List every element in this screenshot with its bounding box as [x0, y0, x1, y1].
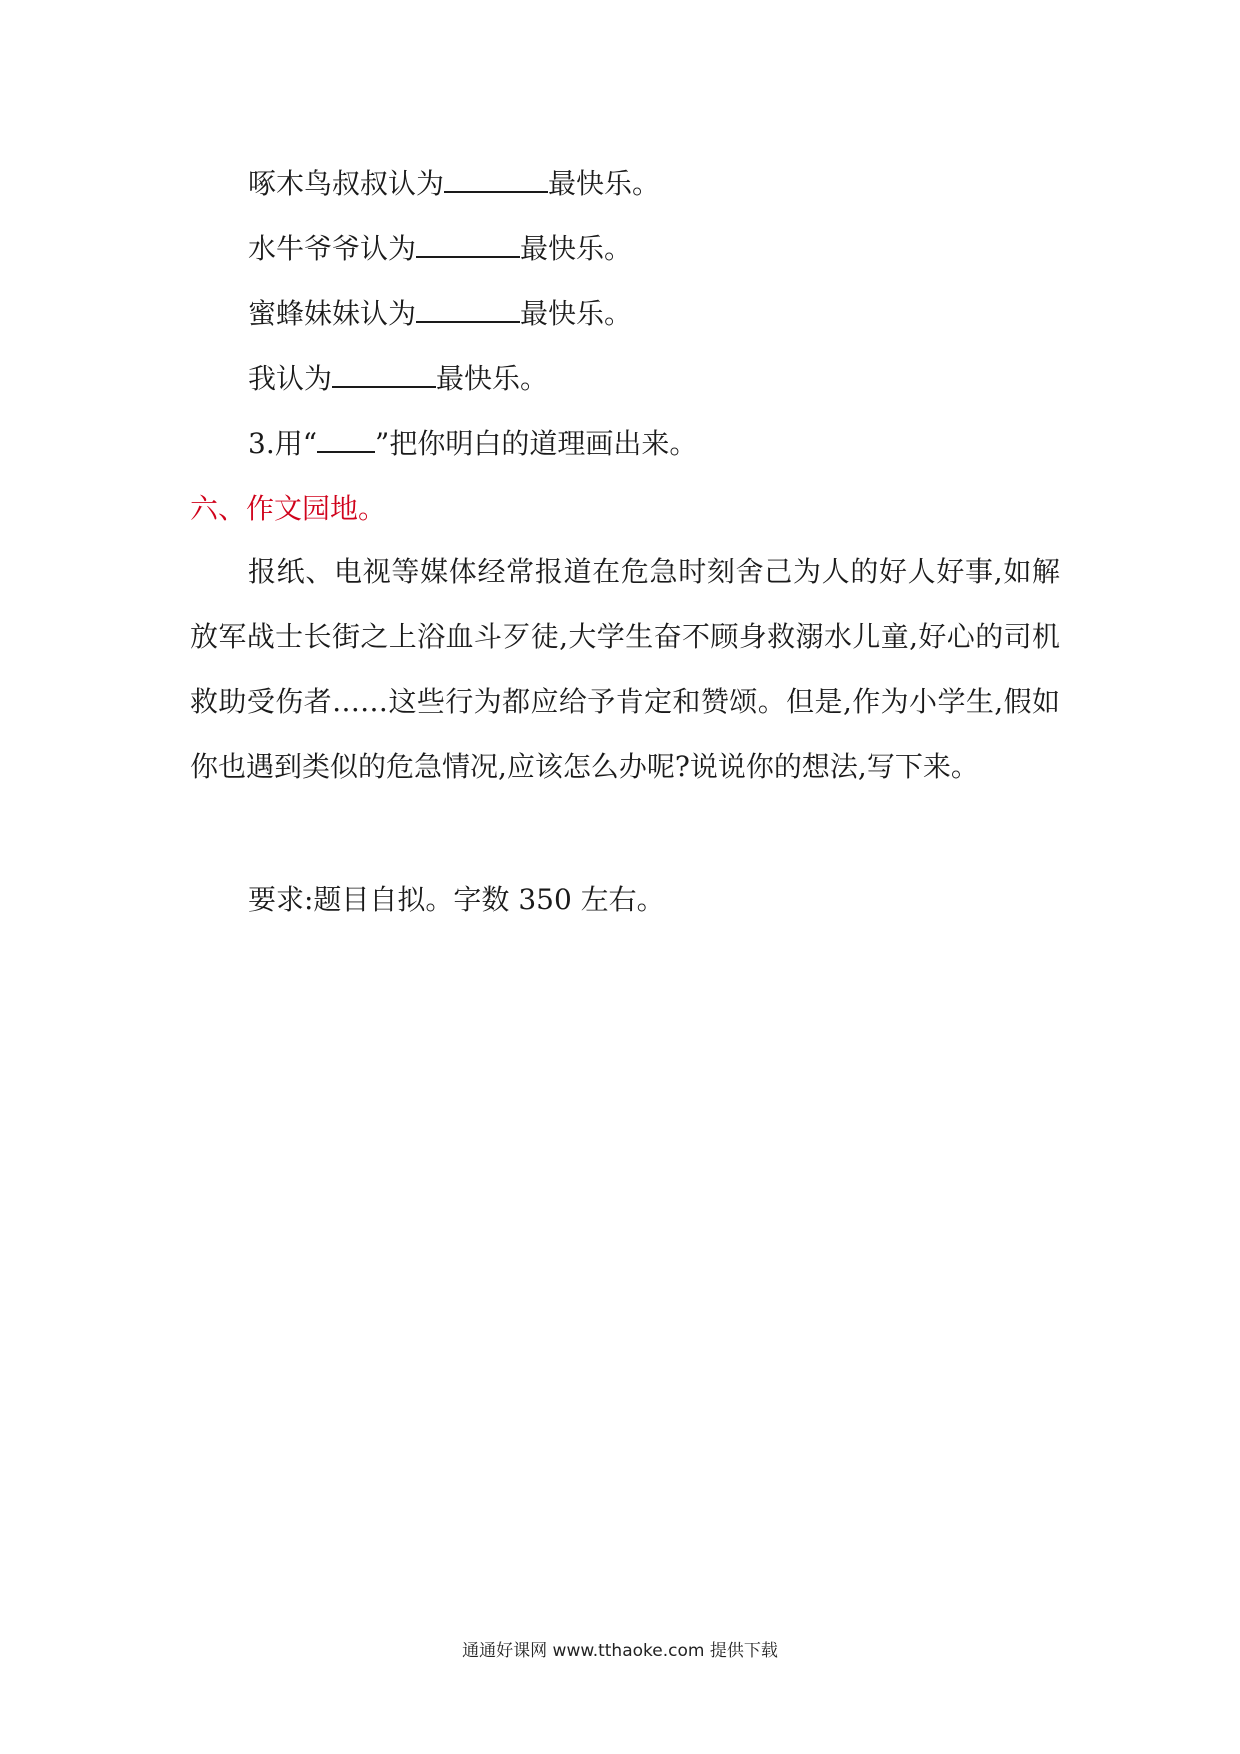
- answer-blank[interactable]: [332, 364, 436, 388]
- section-title: 六、作文园地。: [190, 492, 387, 525]
- answer-blank[interactable]: [416, 234, 520, 258]
- answer-blank[interactable]: [444, 169, 548, 193]
- question-3-prefix: 3.用“: [248, 427, 318, 460]
- question-3: [248, 426, 697, 462]
- fill-in-prefix: 蜜蜂妹妹认为: [248, 297, 417, 330]
- fill-in-line-bee: [248, 296, 632, 332]
- writing-prompt-paragraph: 报纸、电视等媒体经常报道在危急时刻舍己为人的好人好事,如解放军战士长街之上浴血斗歹徒,大学生奋不顾身救溺水儿童,好心的司机救助受伤者……这些行为都应给予肯定和赞颂。但是,作为小学生,假如你也遇到类似的危急情况,应该怎么办呢?说说你的想法,写下来。: [190, 555, 1060, 783]
- fill-in-suffix: 最快乐。: [436, 362, 549, 395]
- page-footer: 通通好课网 www.tthaoke.com 提供下载: [462, 1641, 778, 1661]
- fill-in-prefix: 啄木鸟叔叔认为: [248, 167, 445, 200]
- fill-in-prefix: 我认为: [248, 362, 333, 395]
- underline-sample: [317, 429, 375, 453]
- fill-in-suffix: 最快乐。: [548, 167, 661, 200]
- writing-requirement: 要求:题目自拟。字数 350 左右。: [248, 883, 665, 916]
- question-3-suffix: ”把你明白的道理画出来。: [375, 427, 698, 460]
- fill-in-line-me: [248, 361, 548, 397]
- fill-in-line-buffalo: [248, 231, 632, 267]
- answer-blank[interactable]: [416, 299, 520, 323]
- fill-in-suffix: 最快乐。: [520, 232, 633, 265]
- fill-in-suffix: 最快乐。: [520, 297, 633, 330]
- fill-in-line-woodpecker: [248, 166, 660, 202]
- fill-in-prefix: 水牛爷爷认为: [248, 232, 417, 265]
